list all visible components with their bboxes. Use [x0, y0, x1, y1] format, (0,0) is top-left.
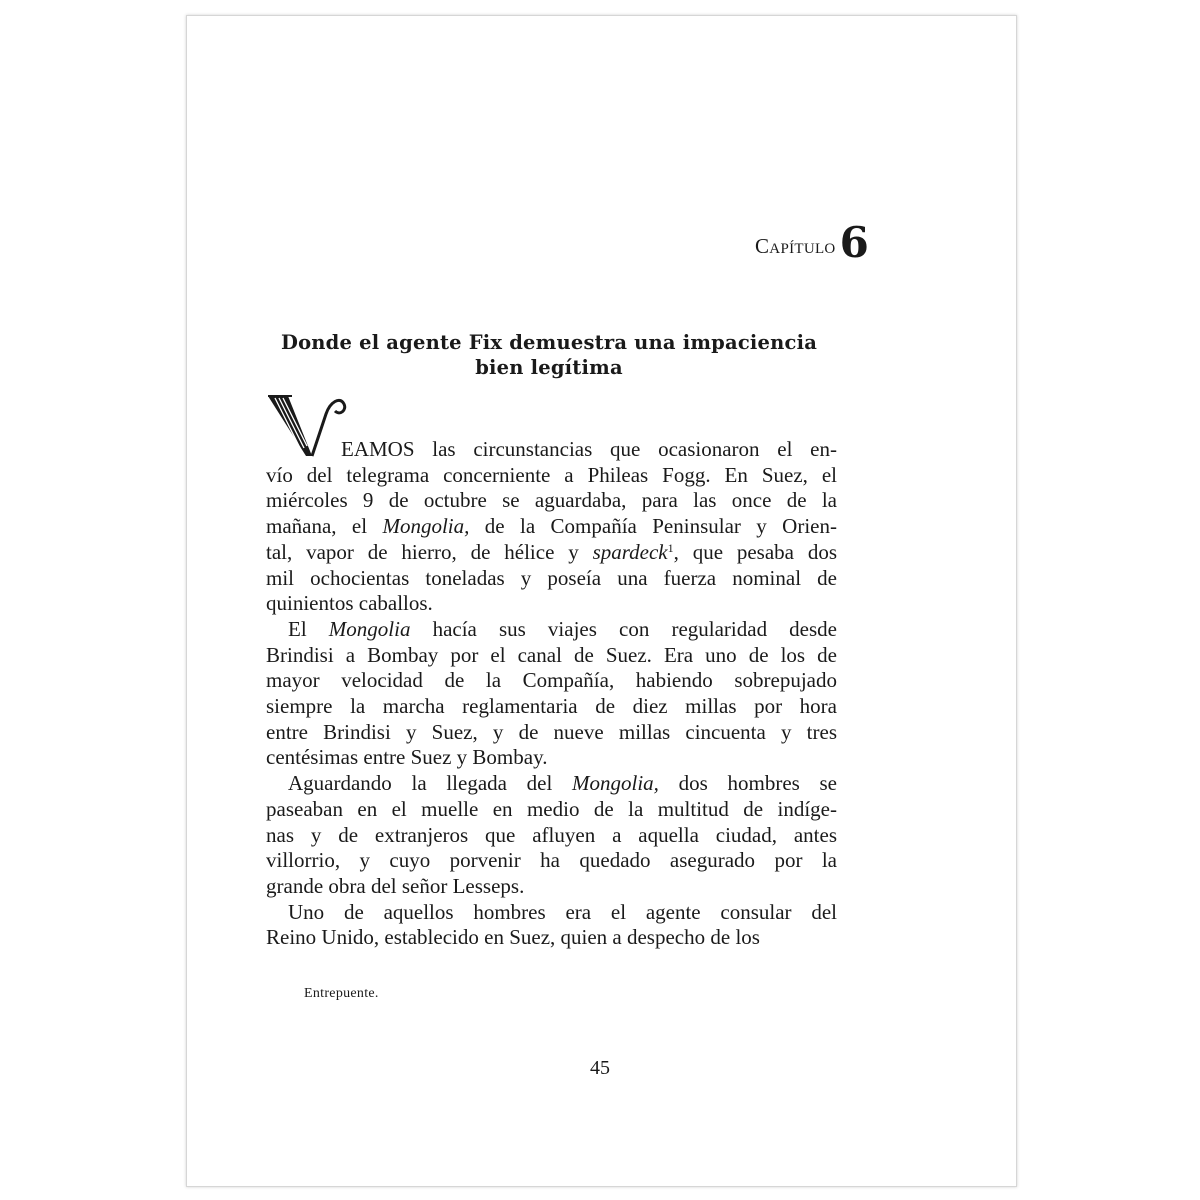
chapter-heading	[755, 218, 869, 267]
footnote-marker: 1	[667, 540, 674, 555]
text-line: miércoles 9 de octubre se aguardaba, para las once de la	[266, 488, 837, 513]
text-line	[266, 617, 837, 643]
italic-term: Mongolia,	[572, 771, 659, 796]
text-segment: mañana, el	[266, 514, 383, 539]
text-line: EAMOS las circunstancias que ocasionaron el en-	[341, 437, 837, 461]
text-line: Uno de aquellos hombres era el agente consular del	[288, 899, 837, 924]
text-segment: El	[288, 616, 329, 641]
text-line: villorrio, y cuyo porvenir ha quedado asegurado por la	[266, 848, 837, 873]
text-segment: de la Compañía Peninsular y Orien-	[469, 514, 837, 539]
chapter-number: 6	[839, 218, 869, 267]
text-segment: , que pesaba dos	[673, 539, 837, 564]
text-line: mil ochocientas toneladas y poseía una fuerza nominal de	[266, 565, 837, 590]
text-segment: Aguardando la llegada del	[288, 771, 573, 796]
page-number: 45	[590, 1057, 610, 1079]
text-line	[266, 540, 837, 566]
footnote: Entrepuente.	[304, 986, 379, 1001]
text-segment: dos hombres se	[658, 771, 837, 796]
chapter-title-line: Donde el agente Fix demuestra una impaciencia	[280, 331, 818, 354]
italic-term: spardeck	[592, 539, 668, 564]
text-line: nas y de extranjeros que afluyen a aquella ciudad, antes	[266, 822, 837, 847]
italic-term: Mongolia,	[382, 514, 470, 539]
text-line: mayor velocidad de la Compañía, habiendo sobrepujado	[266, 668, 837, 693]
italic-term: Mongolia	[328, 616, 411, 641]
chapter-label: Capítulo	[755, 234, 836, 258]
text-line: siempre la marcha reglamentaria de diez millas por hora	[266, 694, 837, 719]
text-line: quinientos caballos.	[266, 591, 433, 616]
text-line: vío del telegrama concerniente a Phileas Fogg. En Suez, el	[266, 462, 837, 487]
text-line: entre Brindisi y Suez, y de nueve millas cincuenta y tres	[266, 719, 837, 744]
chapter-title	[262, 330, 836, 380]
text-line: Brindisi a Bombay por el canal de Suez. Era uno de los de	[266, 642, 837, 667]
text-line	[266, 771, 837, 797]
text-line: paseaban en el muelle en medio de la multitud de indíge-	[266, 796, 837, 821]
text-segment: hacía sus viajes con regularidad desde	[410, 616, 837, 641]
text-line: grande obra del señor Lesseps.	[266, 873, 525, 898]
text-line: Reino Unido, establecido en Suez, quien a despecho de los	[266, 925, 760, 950]
chapter-title-line: bien legítima	[475, 356, 623, 379]
text-line: centésimas entre Suez y Bombay.	[266, 745, 548, 770]
text-line	[266, 514, 837, 540]
text-segment: tal, vapor de hierro, de hélice y	[266, 539, 593, 564]
body-text	[266, 437, 837, 951]
